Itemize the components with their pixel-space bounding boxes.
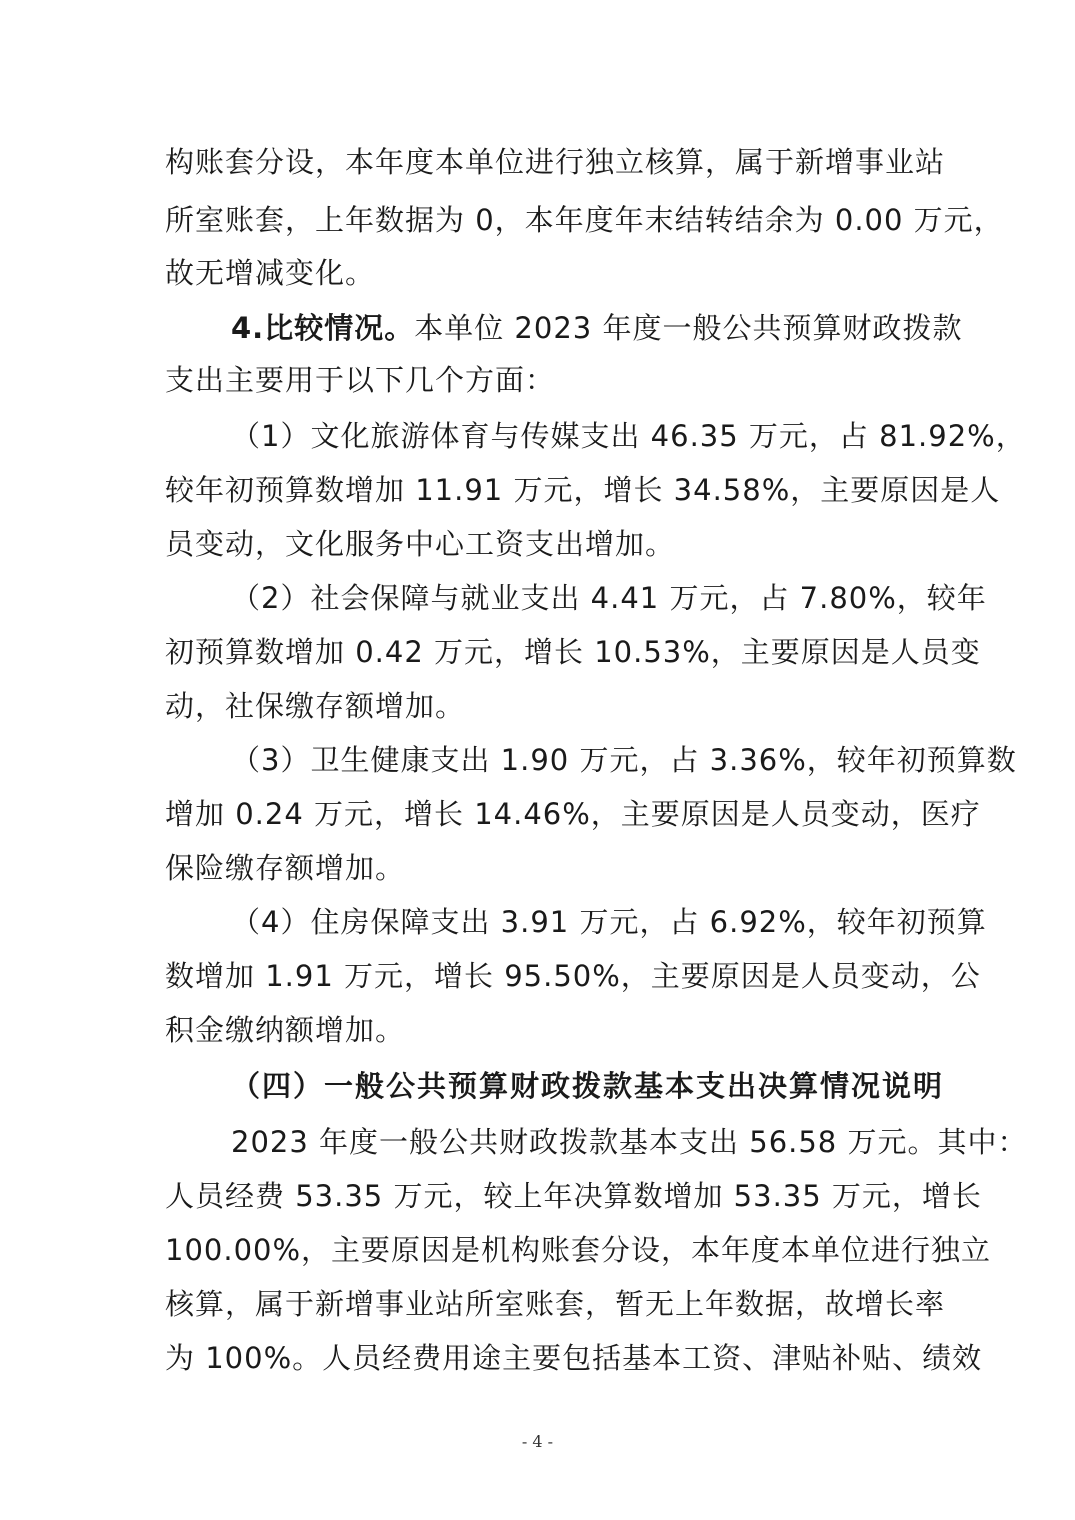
paragraph-line: 所室账套，上年数据为 0，本年度年末结转结余为 0.00 万元， <box>165 203 1004 237</box>
section-label: 4.比较情况。 <box>231 311 415 345</box>
paragraph-line: 积金缴纳额增加。 <box>165 1013 406 1047</box>
paragraph-line: 增加 0.24 万元，增长 14.46%，主要原因是人员变动，医疗 <box>165 797 981 831</box>
list-item-line: （2）社会保障与就业支出 4.41 万元，占 7.80%，较年 <box>231 581 987 615</box>
comparison-paragraph-line <box>231 310 962 346</box>
paragraph-line: 支出主要用于以下几个方面： <box>165 363 556 397</box>
paragraph-line: 数增加 1.91 万元，增长 95.50%，主要原因是人员变动，公 <box>165 959 981 993</box>
paragraph-line: 动，社保缴存额增加。 <box>165 689 466 723</box>
paragraph-text: 本单位 2023 年度一般公共预算财政拨款 <box>414 311 963 345</box>
paragraph-line: 为 100%。人员经费用途主要包括基本工资、津贴补贴、绩效 <box>165 1341 983 1375</box>
paragraph-line: 核算，属于新增事业站所室账套，暂无上年数据，故增长率 <box>165 1287 946 1321</box>
paragraph-line: 初预算数增加 0.42 万元，增长 10.53%，主要原因是人员变 <box>165 635 981 669</box>
section-heading: （四）一般公共预算财政拨款基本支出决算情况说明 <box>231 1069 945 1103</box>
paragraph-line: 较年初预算数增加 11.91 万元，增长 34.58%，主要原因是人 <box>165 473 1001 507</box>
paragraph-line: 人员经费 53.35 万元，较上年决算数增加 53.35 万元，增长 <box>165 1179 982 1213</box>
paragraph-line: 保险缴存额增加。 <box>165 851 406 885</box>
paragraph-line: 100.00%，主要原因是机构账套分设，本年度本单位进行独立 <box>165 1233 992 1267</box>
list-item-line: （4）住房保障支出 3.91 万元，占 6.92%，较年初预算 <box>231 905 987 939</box>
list-item-line: （1）文化旅游体育与传媒支出 46.35 万元，占 81.92%， <box>231 419 1026 453</box>
paragraph-line: 2023 年度一般公共财政拨款基本支出 56.58 万元。其中： <box>231 1125 1028 1159</box>
paragraph-line: 员变动，文化服务中心工资支出增加。 <box>165 527 676 561</box>
paragraph-line: 构账套分设，本年度本单位进行独立核算，属于新增事业站 <box>165 145 946 179</box>
paragraph-line: 故无增减变化。 <box>165 256 376 290</box>
list-item-line: （3）卫生健康支出 1.90 万元，占 3.36%，较年初预算数 <box>231 743 1017 777</box>
page-number: - 4 - <box>521 1432 554 1451</box>
